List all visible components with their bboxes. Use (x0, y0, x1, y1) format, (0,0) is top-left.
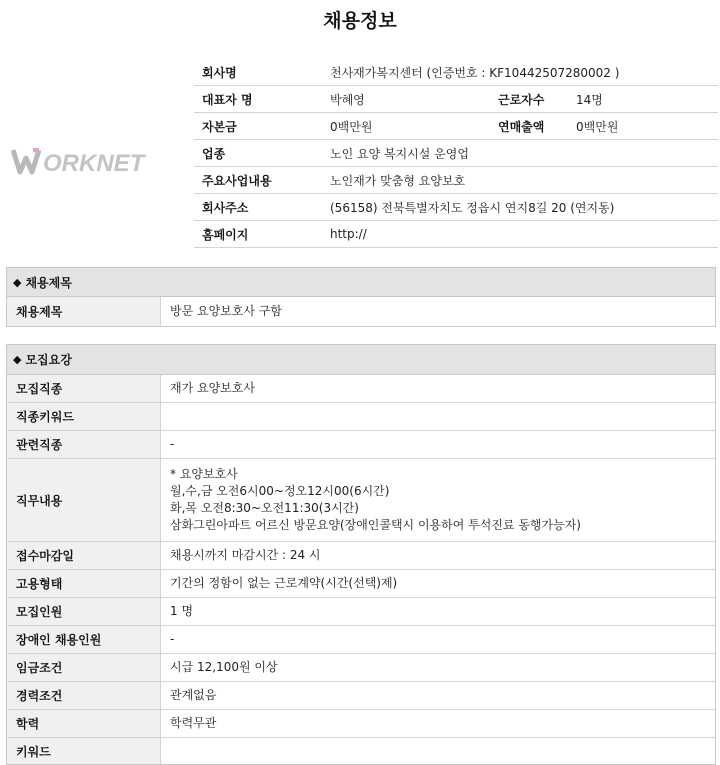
job-title-section-header (7, 268, 715, 297)
row-label: 직무내용 (7, 459, 161, 541)
company-industry-row (194, 140, 718, 167)
job-description-line: 월,수,금 오전6시00~정오12시00(6시간) (170, 484, 390, 498)
table-row (7, 598, 715, 626)
sales-label: 연매출액 (490, 113, 568, 140)
table-row (7, 542, 715, 570)
row-label: 장애인 채용인원 (7, 626, 161, 653)
row-label: 학력 (7, 710, 161, 737)
row-value: 시급 12,100원 이상 (170, 660, 278, 674)
employees-value: 14명 (568, 86, 718, 113)
row-label: 키워드 (7, 738, 161, 764)
row-label: 경력조건 (7, 682, 161, 709)
row-value: 관계없음 (170, 688, 217, 702)
industry-value: 노인 요양 복지시설 운영업 (322, 140, 718, 167)
company-info-table (194, 59, 718, 248)
table-row (7, 654, 715, 682)
worknet-logo (11, 146, 166, 176)
row-label: 모집인원 (7, 598, 161, 625)
address-label: 회사주소 (194, 194, 322, 221)
table-row (7, 459, 715, 542)
job-title-section (6, 267, 716, 327)
row-label: 모집직종 (7, 375, 161, 402)
industry-label: 업종 (194, 140, 322, 167)
diamond-bullet-icon: ◆ (13, 275, 22, 289)
table-row (7, 431, 715, 459)
address-value: (56158) 전북특별자치도 정읍시 연지8길 20 (연지동) (322, 194, 718, 221)
page-title: 채용정보 (323, 10, 397, 32)
company-homepage-row (194, 221, 718, 248)
row-label: 접수마감일 (7, 542, 161, 569)
company-name-row (194, 59, 718, 86)
row-value (161, 738, 715, 764)
recruit-section-title: 모집요강 (25, 353, 72, 367)
capital-value: 0백만원 (322, 113, 490, 140)
row-value (161, 403, 715, 430)
ceo-value: 박혜영 (322, 86, 490, 113)
ceo-label: 대표자 명 (194, 86, 322, 113)
table-row (7, 738, 715, 764)
recruit-section-header (7, 345, 715, 375)
job-title-section-title: 채용제목 (25, 275, 72, 290)
row-label: 고용형태 (7, 570, 161, 597)
homepage-label: 홈페이지 (194, 221, 322, 248)
sales-value: 0백만원 (568, 113, 718, 140)
row-value: 기간의 정함이 없는 근로계약(시간(선택)제) (170, 576, 398, 590)
row-value: - (170, 632, 175, 646)
company-name-label: 회사명 (194, 59, 322, 86)
row-label: 직종키워드 (7, 403, 161, 430)
table-row (7, 682, 715, 710)
job-title-row (7, 297, 715, 326)
company-business-row (194, 167, 718, 194)
row-value: 1 명 (170, 604, 194, 618)
job-title-label: 채용제목 (7, 297, 161, 326)
company-address-row (194, 194, 718, 221)
business-value: 노인재가 맞춤형 요양보호 (322, 167, 718, 194)
row-value: 채용시까지 마감시간 : 24 시 (170, 548, 321, 562)
recruit-section (6, 344, 716, 765)
row-value: - (170, 437, 175, 451)
company-name-value: 천사재가복지센터 (인증번호 : KF10442507280002 ) (322, 59, 718, 86)
row-label: 임금조건 (7, 654, 161, 681)
homepage-link[interactable]: http:// (322, 221, 718, 248)
employees-label: 근로자수 (490, 86, 568, 113)
company-capital-row (194, 113, 718, 140)
row-label: 관련직종 (7, 431, 161, 458)
table-row (7, 626, 715, 654)
diamond-bullet-icon: ◆ (13, 353, 22, 366)
worknet-logo-mark (11, 146, 166, 176)
row-value: 재가 요양보호사 (170, 381, 255, 395)
table-row (7, 710, 715, 738)
table-row (7, 403, 715, 431)
row-value: 학력무관 (170, 716, 217, 730)
job-description-line: 화,목 오전8:30~오전11:30(3시간) (170, 501, 359, 515)
job-description-value (161, 459, 715, 541)
job-title-value: 방문 요양보호사 구함 (170, 304, 282, 318)
capital-label: 자본금 (194, 113, 322, 140)
job-description-line: 삼화그린아파트 어르신 방문요양(장애인콜택시 이용하여 투석진료 동행가능자) (170, 518, 581, 532)
company-ceo-row (194, 86, 718, 113)
svg-text:ORKNET: ORKNET (43, 150, 145, 176)
business-label: 주요사업내용 (194, 167, 322, 194)
table-row (7, 570, 715, 598)
job-description-line: * 요양보호사 (170, 467, 238, 481)
table-row (7, 375, 715, 403)
